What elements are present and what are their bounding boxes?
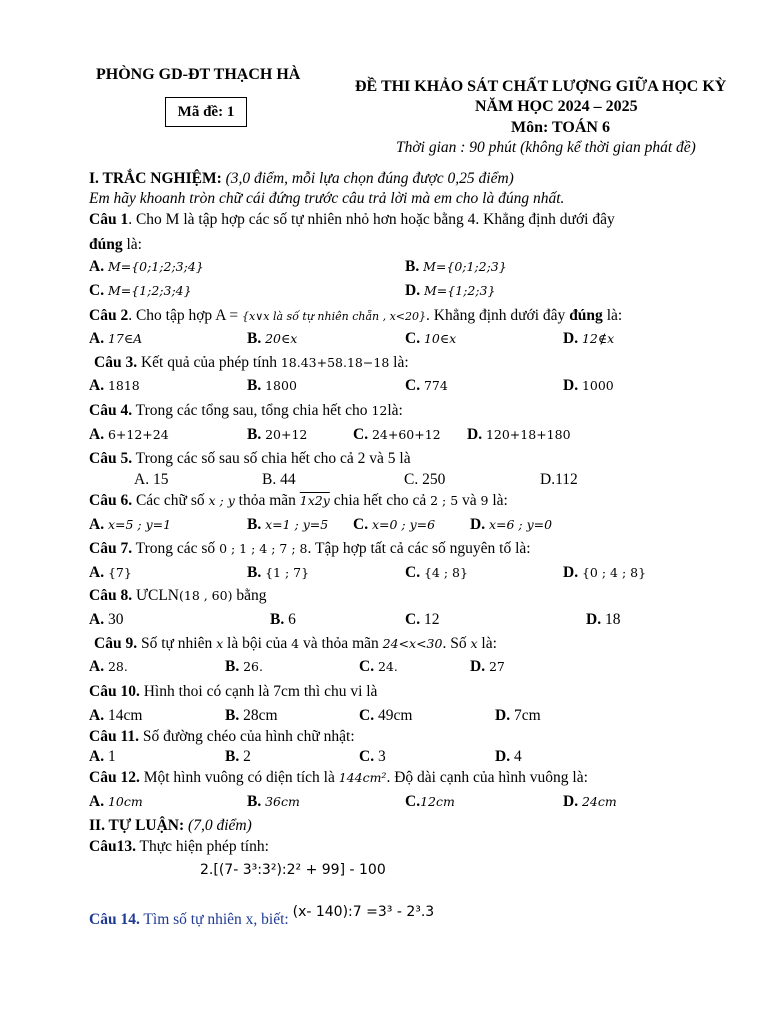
q12-option-b[interactable]: B. 36cm xyxy=(247,793,300,810)
q3-option-a[interactable]: A. 1818 xyxy=(89,377,140,394)
q9-option-c[interactable]: C. 24. xyxy=(359,658,398,675)
q1-option-b[interactable]: B. M={0;1;2;3} xyxy=(405,258,507,275)
q1-text-cont: đúng là: xyxy=(89,236,142,253)
exam-duration: Thời gian : 90 phút (không kể thời gian phát đề) xyxy=(396,139,696,156)
q7-text: Câu 7. Trong các số 0 ; 1 ; 4 ; 7 ; 8. Tập hợp tất cả các số nguyên tố là: xyxy=(89,540,531,557)
q3-option-c[interactable]: C. 774 xyxy=(405,377,448,394)
q11-text: Câu 11. Số đường chéo của hình chữ nhật: xyxy=(89,728,355,745)
part2-heading: II. TỰ LUẬN: (7,0 điểm) xyxy=(89,817,252,834)
q3-option-d[interactable]: D. 1000 xyxy=(563,377,614,394)
q10-option-b[interactable]: B. 28cm xyxy=(225,707,278,724)
q13-text: Câu13. Thực hiện phép tính: xyxy=(89,838,269,855)
q10-option-c[interactable]: C. 49cm xyxy=(359,707,413,724)
q7-option-d[interactable]: D. {0 ; 4 ; 8} xyxy=(563,564,647,581)
q10-text: Câu 10. Hình thoi có cạnh là 7cm thì chu vi là xyxy=(89,683,378,700)
q8-option-d[interactable]: D. 18 xyxy=(586,611,621,628)
q14-text: Câu 14. Tìm số tự nhiên x, biết: (x- 140):7 =3³ - 2³.3 xyxy=(89,904,435,928)
q5-option-b[interactable]: B. 44 xyxy=(262,471,296,488)
q9-text: Câu 9. Số tự nhiên x là bội của 4 và thỏa mãn 24<x<30. Số x là: xyxy=(94,635,497,652)
q9-option-a[interactable]: A. 28. xyxy=(89,658,128,675)
q4-text: Câu 4. Trong các tổng sau, tổng chia hết cho 12là: xyxy=(89,402,403,419)
subject: Môn: TOÁN 6 xyxy=(511,119,610,136)
q12-option-d[interactable]: D. 24cm xyxy=(563,793,617,810)
q2-option-b[interactable]: B. 20∈x xyxy=(247,330,298,347)
q3-option-b[interactable]: B. 1800 xyxy=(247,377,297,394)
q5-option-d[interactable]: D.112 xyxy=(540,471,578,488)
q11-option-b[interactable]: B. 2 xyxy=(225,748,251,765)
q6-option-a[interactable]: A. x=5 ; y=1 xyxy=(89,516,172,533)
q8-text: Câu 8. ƯCLN(18 , 60) bằng xyxy=(89,587,267,604)
q6-text: Câu 6. Các chữ số x ; y thỏa mãn 1x2y chia hết cho cả 2 ; 5 và 9 là: xyxy=(89,492,508,509)
q3-text: Câu 3. Kết quả của phép tính 18.43+58.18−18 là: xyxy=(94,354,409,371)
q8-option-a[interactable]: A. 30 xyxy=(89,611,124,628)
q1-option-c[interactable]: C. M={1;2;3;4} xyxy=(89,282,192,299)
q2-text: Câu 2. Cho tập hợp A = {x∨x là số tự nhiên chẵn , x<20}. Khẳng định dưới đây đúng là: xyxy=(89,307,623,324)
q1-text: Câu 1. Cho M là tập hợp các số tự nhiên nhỏ hơn hoặc bằng 4. Khẳng định dưới đây xyxy=(89,211,615,228)
exam-title: ĐỀ THI KHẢO SÁT CHẤT LƯỢNG GIỮA HỌC KỲ xyxy=(355,78,727,95)
q4-option-d[interactable]: D. 120+18+180 xyxy=(467,426,571,443)
q5-option-c[interactable]: C. 250 xyxy=(404,471,446,488)
q8-option-b[interactable]: B. 6 xyxy=(270,611,296,628)
q5-text: Câu 5. Trong các số sau số chia hết cho cả 2 và 5 là xyxy=(89,450,411,467)
q10-option-a[interactable]: A. 14cm xyxy=(89,707,143,724)
part1-heading: I. TRẮC NGHIỆM: (3,0 điểm, mỗi lựa chọn đúng được 0,25 điểm) xyxy=(89,170,514,187)
q8-option-c[interactable]: C. 12 xyxy=(405,611,440,628)
q11-option-c[interactable]: C. 3 xyxy=(359,748,386,765)
exam-code: Mã đề: 1 xyxy=(165,97,247,127)
q6-option-b[interactable]: B. x=1 ; y=5 xyxy=(247,516,329,533)
q2-option-c[interactable]: C. 10∈x xyxy=(405,330,457,347)
q11-option-d[interactable]: D. 4 xyxy=(495,748,522,765)
q12-option-c[interactable]: C.12cm xyxy=(405,793,455,810)
q6-option-d[interactable]: D. x=6 ; y=0 xyxy=(470,516,553,533)
q10-option-d[interactable]: D. 7cm xyxy=(495,707,541,724)
q6-option-c[interactable]: C. x=0 ; y=6 xyxy=(353,516,436,533)
q1-option-a[interactable]: A. M={0;1;2;3;4} xyxy=(89,258,204,275)
q4-option-b[interactable]: B. 20+12 xyxy=(247,426,308,443)
q12-text: Câu 12. Một hình vuông có diện tích là 144cm². Độ dài cạnh của hình vuông là: xyxy=(89,769,588,786)
q7-option-a[interactable]: A. {7} xyxy=(89,564,132,581)
q13-expression: 2.[(7- 3³:3²):2² + 99] - 100 xyxy=(200,862,386,878)
office-name: PHÒNG GD-ĐT THẠCH HÀ xyxy=(96,66,301,83)
q4-option-c[interactable]: C. 24+60+12 xyxy=(353,426,441,443)
q4-option-a[interactable]: A. 6+12+24 xyxy=(89,426,169,443)
q7-option-b[interactable]: B. {1 ; 7} xyxy=(247,564,310,581)
q2-option-d[interactable]: D. 12∉x xyxy=(563,330,615,347)
q12-option-a[interactable]: A. 10cm xyxy=(89,793,143,810)
q1-option-d[interactable]: D. M={1;2;3} xyxy=(405,282,496,299)
q7-option-c[interactable]: C. {4 ; 8} xyxy=(405,564,468,581)
q11-option-a[interactable]: A. 1 xyxy=(89,748,116,765)
q2-option-a[interactable]: A. 17∈A xyxy=(89,330,143,347)
school-year: NĂM HỌC 2024 – 2025 xyxy=(475,98,638,115)
q9-option-b[interactable]: B. 26. xyxy=(225,658,263,675)
q5-option-a[interactable]: A. 15 xyxy=(134,471,169,488)
part1-instruction: Em hãy khoanh tròn chữ cái đứng trước câu trả lời mà em cho là đúng nhất. xyxy=(89,190,565,207)
q9-option-d[interactable]: D. 27 xyxy=(470,658,505,675)
